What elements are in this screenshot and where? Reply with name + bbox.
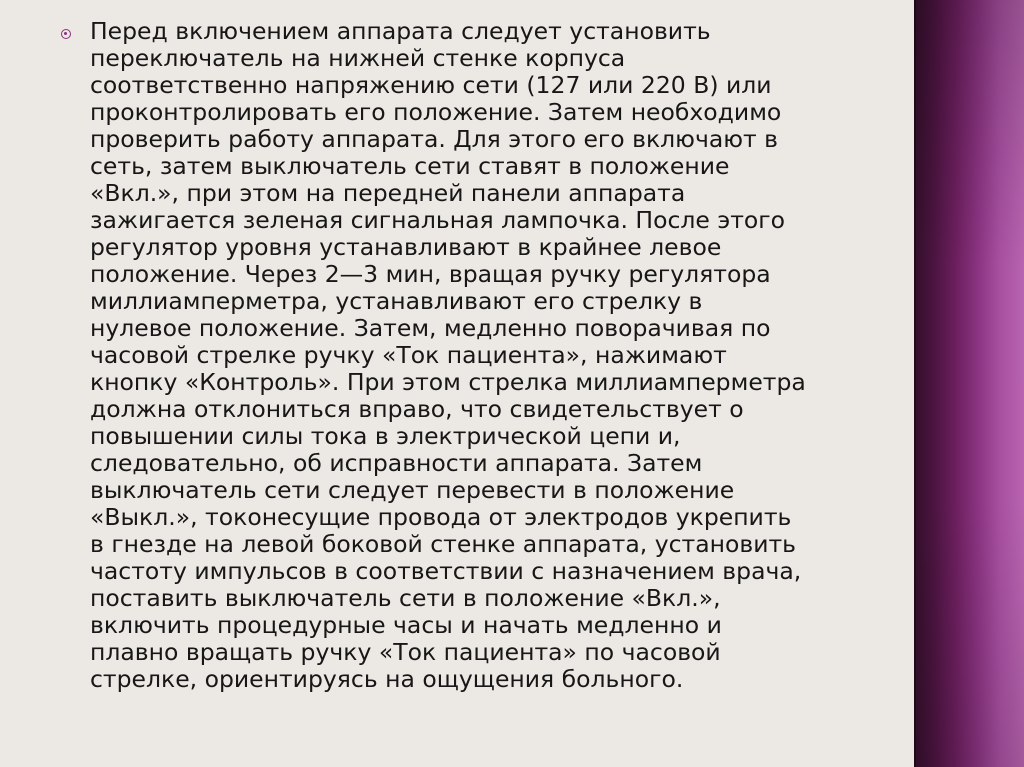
text-line: включить процедурные часы и начать медленно и [90,611,722,639]
text-line: должна отклониться вправо, что свидетельствует о [90,395,744,423]
text-line: миллиамперметра, устанавливают его стрелку в [90,287,703,315]
text-line: в гнезде на левой боковой стенке аппарата, установить [90,530,797,558]
text-line: проверить работу аппарата. Для этого его включают в [90,125,779,153]
text-line: повышении силы тока в электрической цепи и, [90,422,681,450]
text-line: часовой стрелке ручку «Ток пациента», нажимают [90,341,727,369]
text-line: сеть, затем выключатель сети ставят в положение [90,152,730,180]
text-line: переключатель на нижней стенке корпуса [90,44,626,72]
text-line: зажигается зеленая сигнальная лампочка. После этого [90,206,786,234]
circle-bullet-icon [61,29,71,39]
text-line: выключатель сети следует перевести в положение [90,476,735,504]
text-line: следовательно, об исправности аппарата. Затем [90,449,703,477]
text-line: кнопку «Контроль». При этом стрелка миллиамперметра [90,368,806,396]
text-line: нулевое положение. Затем, медленно поворачивая по [90,314,771,342]
text-line: стрелке, ориентируясь на ощущения больного. [90,665,684,693]
text-line: «Выкл.», токонесущие провода от электродов укрепить [90,503,792,531]
text-line: поставить выключатель сети в положение «Вкл.», [90,584,721,612]
text-line: проконтролировать его положение. Затем необходимо [90,98,782,126]
text-line: «Вкл.», при этом на передней панели аппарата [90,179,686,207]
text-line: положение. Через 2—3 мин, вращая ручку регулятора [90,260,771,288]
decorative-side-band [914,0,1024,767]
slide-body-text [90,18,880,693]
text-line: регулятор уровня устанавливают в крайнее левое [90,233,722,261]
text-line: частоту импульсов в соответствии с назначением врача, [90,557,802,585]
text-line: Перед включением аппарата следует установить [90,17,711,45]
text-line: соответственно напряжению сети (127 или 220 В) или [90,71,772,99]
text-line: плавно вращать ручку «Ток пациента» по часовой [90,638,721,666]
